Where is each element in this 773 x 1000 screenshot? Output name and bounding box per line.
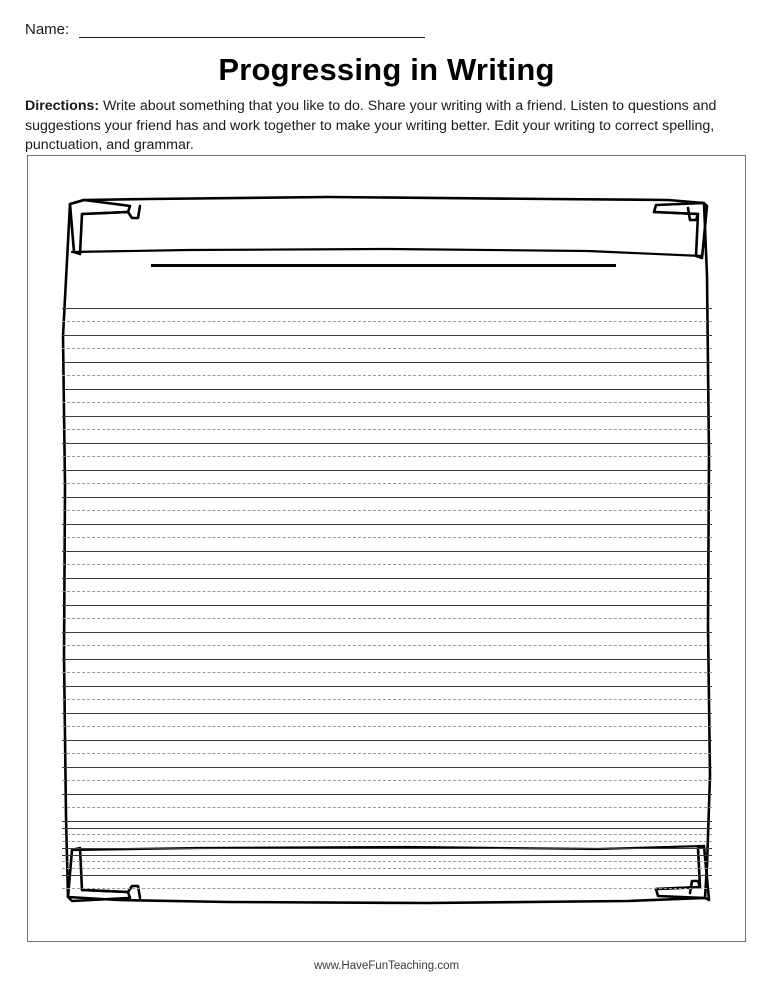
writing-rule-dashed	[62, 321, 712, 322]
writing-rule-dashed	[62, 672, 712, 673]
writing-rule-dashed	[62, 888, 712, 889]
writing-rule-dashed	[62, 699, 712, 700]
writing-rule-solid[interactable]	[62, 551, 712, 552]
directions-label: Directions:	[25, 98, 100, 114]
ruled-lines-group	[62, 308, 712, 901]
name-input-line[interactable]	[79, 25, 425, 38]
writing-rule-dashed	[62, 807, 712, 808]
writing-rule-dashed	[62, 483, 712, 484]
directions-paragraph	[25, 97, 747, 156]
writing-rule-dashed	[62, 456, 712, 457]
name-field-row	[25, 22, 425, 38]
writing-rule-solid[interactable]	[62, 389, 712, 390]
writing-rule-solid[interactable]	[62, 767, 712, 768]
writing-rule-solid[interactable]	[62, 524, 712, 525]
writing-rule-solid[interactable]	[62, 497, 712, 498]
writing-rule-dashed	[62, 537, 712, 538]
writing-rule-dashed	[62, 753, 712, 754]
ruled-lines-bottom-group	[62, 828, 712, 888]
writing-rule-solid[interactable]	[62, 416, 712, 417]
writing-rule-solid[interactable]	[62, 855, 712, 856]
writing-rule-dashed	[62, 868, 712, 869]
page-title: Progressing in Writing	[218, 52, 555, 87]
writing-rule-solid[interactable]	[62, 659, 712, 660]
footer-url: www.HaveFunTeaching.com	[313, 960, 460, 972]
name-label: Name:	[25, 21, 70, 38]
writing-rule-dashed	[62, 726, 712, 727]
writing-rule-solid[interactable]	[62, 686, 712, 687]
writing-rule-dashed	[62, 348, 712, 349]
writing-rule-dashed	[62, 841, 712, 842]
writing-rule-solid[interactable]	[62, 632, 712, 633]
writing-rule-solid[interactable]	[62, 308, 712, 309]
writing-rule-dashed	[62, 564, 712, 565]
writing-rule-solid[interactable]	[62, 794, 712, 795]
writing-rule-dashed	[62, 510, 712, 511]
writing-rule-dashed	[62, 591, 712, 592]
writing-rule-solid[interactable]	[62, 740, 712, 741]
writing-rule-dashed	[62, 780, 712, 781]
writing-rule-solid[interactable]	[62, 605, 712, 606]
writing-rule-solid[interactable]	[62, 362, 712, 363]
writing-rule-dashed	[62, 402, 712, 403]
writing-rule-solid[interactable]	[62, 335, 712, 336]
title-writing-line[interactable]	[151, 264, 616, 267]
writing-rule-dashed	[62, 375, 712, 376]
writing-rule-dashed	[62, 429, 712, 430]
writing-rule-solid[interactable]	[62, 821, 712, 822]
writing-rule-solid[interactable]	[62, 828, 712, 829]
directions-text: Write about something that you like to do. Share your writing with a friend. Listen to questions and suggestions your friend has and work together to make your writing better. Edit your writing to correct spelling, punctuation, and grammar.	[25, 98, 717, 153]
writing-rule-solid[interactable]	[62, 713, 712, 714]
writing-rule-dashed	[62, 645, 712, 646]
writing-rule-solid[interactable]	[62, 470, 712, 471]
writing-rule-solid[interactable]	[62, 443, 712, 444]
writing-rule-solid[interactable]	[62, 578, 712, 579]
writing-rule-dashed	[62, 618, 712, 619]
writing-area-box	[27, 155, 746, 942]
